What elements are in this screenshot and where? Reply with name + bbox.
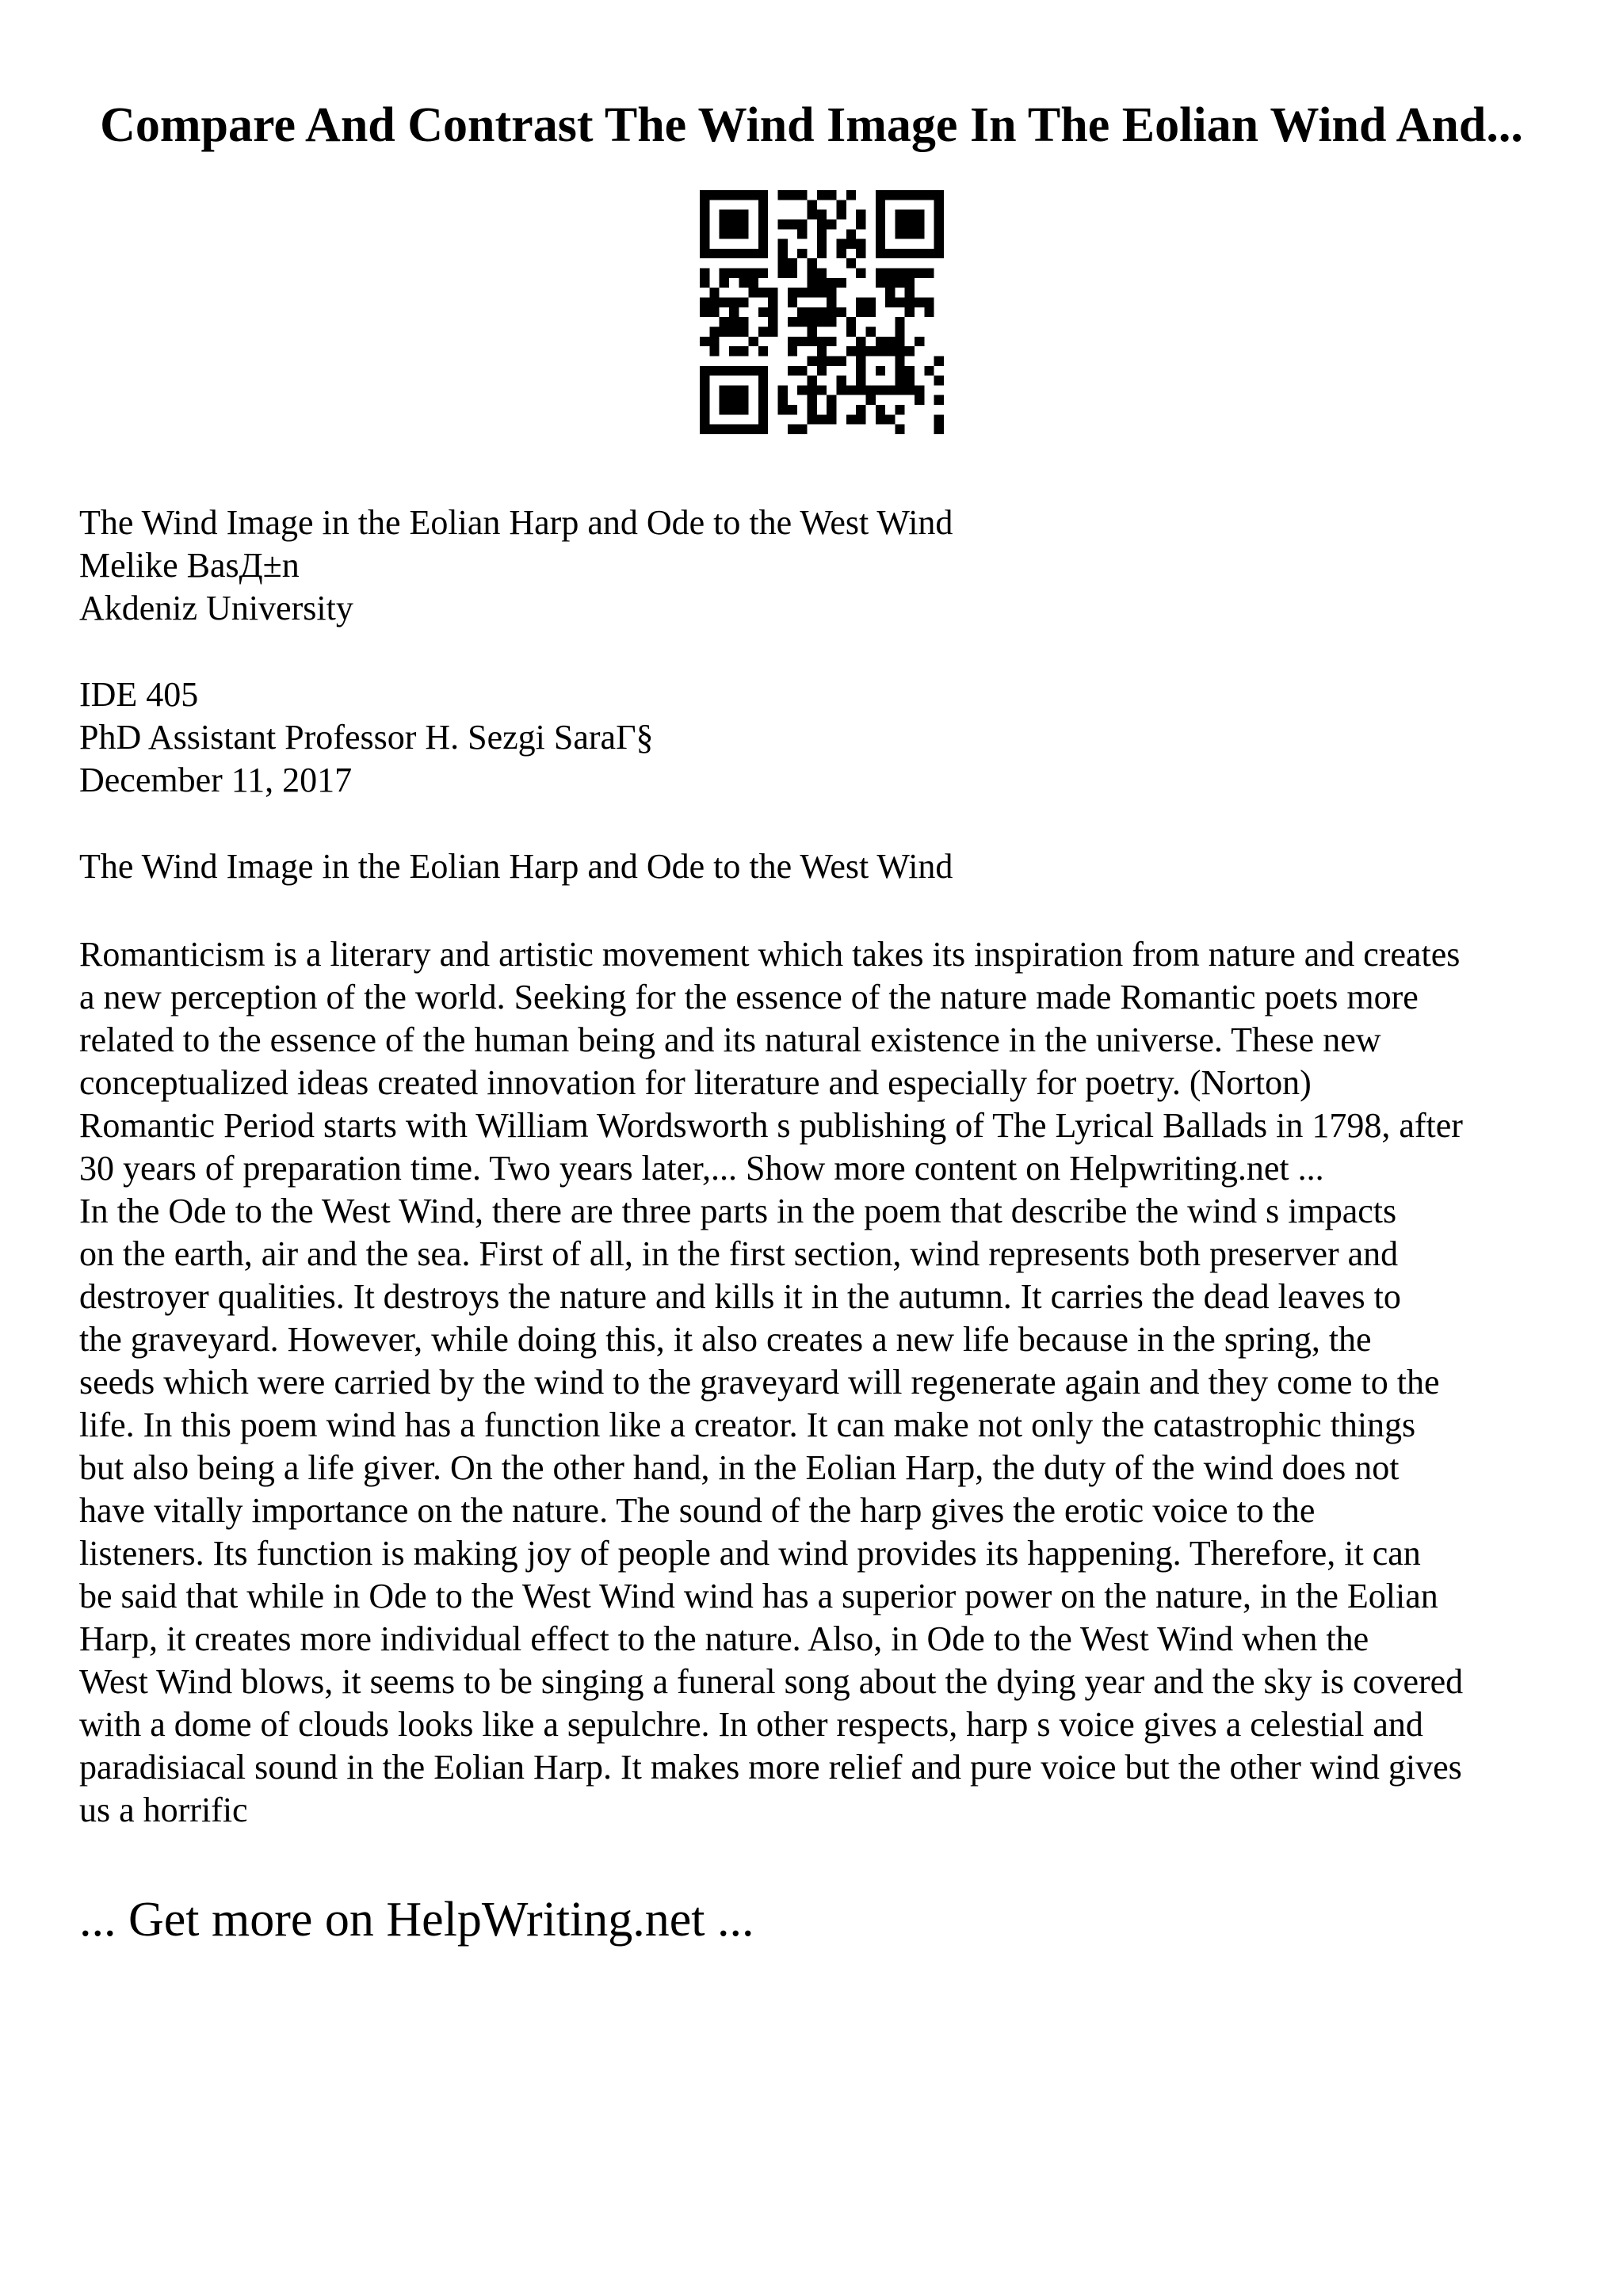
body-line: Harp, it creates more individual effect to the nature. Also, in Ode to the West Wind when the [79,1619,1369,1658]
instructor-name: PhD Assistant Professor H. Sezgi SaraГ§ [79,718,654,757]
qr-module [817,337,827,346]
qr-module [758,307,768,317]
qr-module [739,298,748,307]
qr-module [758,269,768,278]
qr-module [934,414,944,424]
qr-module [856,414,865,424]
qr-module [915,385,924,395]
qr-module [720,317,729,326]
body-line: seeds which were carried by the wind to the graveyard will regenerate again and they come to the [79,1363,1440,1402]
qr-module [836,200,846,209]
author-header [79,502,1553,630]
body-line: on the earth, air and the sea. First of all, in the first section, wind represents both preserver and [79,1234,1399,1273]
body-line: have vitally importance on the nature. The sound of the harp gives the erotic voice to the [79,1491,1316,1530]
qr-module [700,269,709,278]
body-line: us a horrific [79,1791,248,1829]
qr-module [856,239,865,249]
qr-module [827,288,836,297]
qr-module [797,337,807,346]
get-more-link[interactable]: ... Get more on HelpWriting.net ... [79,1893,754,1947]
qr-module [827,298,836,307]
qr-module [817,229,827,238]
qr-module [924,269,934,278]
qr-module [749,278,758,288]
qr-module [768,307,777,317]
qr-module [856,210,865,219]
body-line-show-more[interactable]: 30 years of preparation time. Two years later,... Show more content on Helpwriting.net ... [79,1149,1324,1188]
qr-module [788,219,797,229]
qr-module [836,385,846,395]
qr-module [895,278,904,288]
qr-module [817,414,827,424]
qr-module [876,405,885,414]
qr-module [895,405,904,414]
qr-module [788,190,797,200]
qr-module [768,298,777,307]
qr-module [778,258,788,268]
qr-module [865,307,875,317]
qr-module [778,249,788,258]
qr-module [808,337,817,346]
qr-module [817,366,827,376]
qr-finder-core [720,385,749,414]
qr-module [924,366,934,376]
qr-module [836,376,846,385]
qr-module [885,337,895,346]
qr-module [817,307,827,317]
qr-module [720,269,729,278]
qr-module [758,288,768,297]
qr-module [778,385,788,395]
qr-module [817,249,827,258]
qr-module [788,337,797,346]
qr-module [808,395,817,405]
qr-module [827,356,836,365]
qr-module [905,269,915,278]
body-line: Romanticism is a literary and artistic movement which takes its inspiration from nature and creates [79,935,1461,974]
qr-align-core [876,366,885,376]
qr-module [905,346,915,356]
qr-module [808,269,817,278]
qr-module [856,219,865,229]
qr-module [846,414,856,424]
qr-module [846,258,856,268]
qr-module [729,269,739,278]
qr-module [817,278,827,288]
qr-module [808,200,817,209]
qr-module [797,288,807,297]
qr-module [905,376,915,385]
qr-module [778,405,788,414]
qr-module [817,190,827,200]
qr-module [817,210,827,219]
qr-module [827,317,836,326]
university-name: Akdeniz University [79,589,353,627]
qr-finder-core [720,210,749,239]
qr-module [915,337,924,346]
qr-module [768,317,777,326]
qr-module [876,337,885,346]
qr-module [808,376,817,385]
qr-module [817,288,827,297]
qr-module [808,317,817,326]
qr-module [895,269,904,278]
qr-module [788,288,797,297]
qr-module [700,278,709,288]
qr-module [905,278,915,288]
qr-module [720,298,729,307]
author-name: Melike BasД±n [79,546,300,585]
qr-module [808,405,817,414]
qr-module [915,395,924,405]
qr-module [729,307,739,317]
qr-module [924,307,934,317]
qr-module [885,278,895,288]
qr-module [729,317,739,326]
qr-module [876,278,885,288]
qr-module [817,346,827,356]
qr-module [817,269,827,278]
qr-module [856,298,865,307]
qr-module [846,385,856,395]
qr-module [827,219,836,229]
qr-module [934,356,944,365]
qr-module [778,395,788,405]
qr-module [905,307,915,317]
qr-module [846,239,856,249]
essay-body [79,933,1553,1832]
qr-module [797,366,807,376]
qr-module [827,414,836,424]
qr-code-graphic [700,190,944,434]
qr-finder-core [895,210,924,239]
qr-module [827,278,836,288]
qr-module [808,288,817,297]
qr-module [729,326,739,336]
qr-module [749,269,758,278]
body-line: West Wind blows, it seems to be singing a funeral song about the dying year and the sky is covered [79,1662,1464,1701]
qr-module [700,307,709,317]
qr-module [797,385,807,395]
qr-module [817,239,827,249]
qr-module [827,395,836,405]
body-line: but also being a life giver. On the other hand, in the Eolian Harp, the duty of the wind does not [79,1448,1400,1487]
qr-module [836,356,846,365]
qr-module [895,337,904,346]
qr-module [934,376,944,385]
qr-module [808,385,817,395]
body-line: life. In this poem wind has a function like a creator. It can make not only the catastrophic things [79,1405,1416,1444]
qr-module [865,395,875,405]
course-info [79,673,1553,802]
qr-module [817,219,827,229]
qr-module [856,307,865,317]
qr-module [788,298,797,307]
qr-module [895,298,904,307]
qr-module [808,356,817,365]
qr-module [758,346,768,356]
qr-module [709,288,719,297]
qr-module [709,337,719,346]
qr-module [836,239,846,249]
qr-module [788,346,797,356]
qr-module [836,307,846,317]
body-line: the graveyard. However, while doing this, it also creates a new life because in the spring, the [79,1320,1372,1359]
qr-module [865,298,875,307]
qr-module [817,385,827,395]
body-line: a new perception of the world. Seeking for the essence of the nature made Romantic poets more [79,978,1419,1016]
qr-module [739,278,748,288]
qr-module [739,326,748,336]
paper-title-line: The Wind Image in the Eolian Harp and Ode to the West Wind [79,503,953,542]
qr-module [788,425,797,434]
qr-module [885,288,895,297]
qr-module [797,219,807,229]
qr-module [720,326,729,336]
qr-module [876,269,885,278]
qr-module [915,298,924,307]
qr-module [885,414,895,424]
body-line: Romantic Period starts with William Wordsworth s publishing of The Lyrical Ballads in 1798, after [79,1106,1463,1145]
qr-module [856,269,865,278]
qr-module [808,307,817,317]
essay-subtitle [79,845,1553,888]
qr-module [856,337,865,346]
qr-code [700,190,944,434]
qr-module [808,258,817,268]
qr-module [749,288,758,297]
qr-module [788,258,797,268]
qr-module [827,307,836,317]
qr-module [836,249,846,258]
qr-module [808,210,817,219]
qr-module [846,346,856,356]
body-line: In the Ode to the West Wind, there are three parts in the poem that describe the wind s impacts [79,1192,1397,1230]
document-date: December 11, 2017 [79,761,353,799]
qr-module [768,288,777,297]
page-title: Compare And Contrast The Wind Image In The Eolian Wind And... [100,98,1523,152]
body-line: paradisiacal sound in the Eolian Harp. It makes more relief and pure voice but the other wind gives [79,1748,1462,1787]
qr-module [836,278,846,288]
qr-module [729,298,739,307]
qr-module [905,288,915,297]
qr-module [788,269,797,278]
qr-module [797,307,807,317]
qr-module [905,298,915,307]
qr-module [846,326,856,336]
essay-subtitle-text: The Wind Image in the Eolian Harp and Ode to the West Wind [79,847,953,886]
qr-module [876,414,885,424]
qr-module [836,210,846,219]
qr-module [856,405,865,414]
qr-module [934,425,944,434]
qr-module [817,317,827,326]
qr-module [758,326,768,336]
qr-module [788,405,797,414]
qr-module [709,326,719,336]
qr-module [729,346,739,356]
qr-module [788,366,797,376]
qr-module [846,229,856,238]
body-line: be said that while in Ode to the West Wind wind has a superior power on the nature, in the Eolian [79,1577,1438,1615]
qr-module [797,317,807,326]
qr-module [797,229,807,238]
qr-module [788,317,797,326]
qr-module [915,269,924,278]
qr-module [846,317,856,326]
qr-module [709,298,719,307]
qr-module [768,326,777,336]
qr-module [885,269,895,278]
qr-module [817,356,827,365]
body-line: with a dome of clouds looks like a sepulchre. In other respects, harp s voice gives a celestial and [79,1705,1423,1744]
qr-module [739,346,748,356]
qr-module [700,298,709,307]
qr-module [739,269,748,278]
qr-module [808,414,817,424]
qr-module [827,405,836,414]
qr-module [934,395,944,405]
qr-module [720,278,729,288]
qr-module [700,337,709,346]
qr-module [739,317,748,326]
qr-module [709,346,719,356]
qr-module [827,337,836,346]
body-line: destroyer qualities. It destroys the nature and kills it in the autumn. It carries the dead leaves to [79,1277,1401,1316]
qr-module [797,190,807,200]
qr-module [797,425,807,434]
qr-module [709,307,719,317]
qr-module [846,190,856,200]
qr-module [778,219,788,229]
qr-module [885,298,895,307]
qr-module [778,190,788,200]
qr-module [895,425,904,434]
course-code: IDE 405 [79,675,199,714]
qr-module [865,326,875,336]
qr-module [778,269,788,278]
qr-module [924,298,934,307]
qr-module [895,326,904,336]
qr-module [797,249,807,258]
qr-module [895,317,904,326]
qr-module [827,190,836,200]
qr-module [808,326,817,336]
body-line: related to the essence of the human being and its natural existence in the universe. These new [79,1020,1381,1059]
qr-module [808,278,817,288]
qr-module [905,385,915,395]
body-line: listeners. Its function is making joy of people and wind provides its happening. Therefore, it can [79,1534,1421,1573]
qr-module [856,249,865,258]
body-line: conceptualized ideas created innovation for literature and especially for poetry. (Norton) [79,1063,1312,1102]
qr-module [749,337,758,346]
qr-module [905,366,915,376]
qr-module [778,239,788,249]
